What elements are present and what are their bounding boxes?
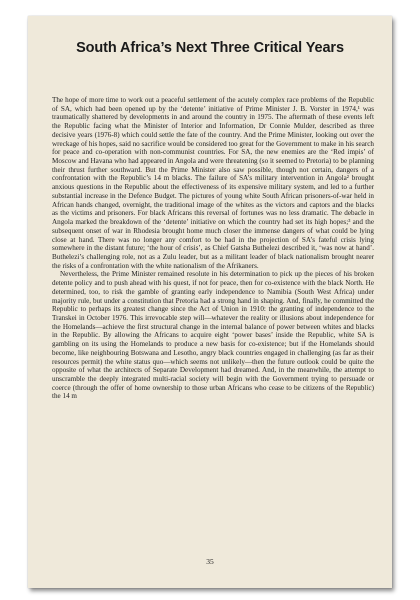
- paragraph: The hope of more time to work out a peaceful settlement of the acutely complex race problems of the Republic of SA, which had been opened up by the ‘detente’ initiative of Prime Minister J. B. Vorster in 1974,¹ was traumatically shattered by developments in and around the country in 1975. The aftermath of these events left the Republic facing what the Minister of Interior and Information, Dr Connie Mulder, described as three decisive years (1976-8) which could settle the fate of the country. And the Prime Minister, looking out over the wreckage of his hopes, said no sacrifice would be considered too great for the Government to make in his search for peace and co-operation with non-communist countries. For SA, the new enemies are the ‘Red impis’ of Moscow and Havana who had appeared in Angola and were threatening (so it seemed to Pretoria) to be planning their thrust further southward. But the Prime Minister also saw possible, though not certain, dangers of a confrontation with the Republic’s 14 m blacks. The failure of SA’s military intervention in Angola² brought anxious questions in the Republic about the effectiveness of its expensive military system, and led to a further substantial increase in the Defence Budget. The pictures of young white South African prisoners-of-war held in African hands changed, overnight, the traditional image of the whites as the victors and captors and the blacks as the victims and prisoners. For black Africans this reversal of fortunes was no less dramatic. The debacle in Angola marked the breakdown of the ‘detente’ initiative on which the country had set its high hopes;³ and the subsequent onset of war in Rhodesia brought home much closer the immense dangers of what could be lying close at hand. There was no longer any comfort to be had in the projection of SA’s fateful crisis lying somewhere in the distant future; ‘the hour of crisis’, as Chief Gatsha Buthelezi described it, ‘was now at hand’. Buthelezi’s challenging role, not as a Zulu leader, but as a militant leader of black nationalism brought nearer the risks of a confrontation with the white nationalism of the Afrikaners.: [52, 96, 374, 270]
- document-page: [28, 16, 392, 588]
- page-number: 35: [206, 557, 214, 566]
- article-body: [52, 96, 374, 401]
- paragraph: Nevertheless, the Prime Minister remained resolute in his determination to pick up the pieces of his broken detente policy and to push ahead with his quest, if not for peace, then for co-existence with the black North. He determined, too, to risk the gamble of granting early independence to Namibia (South West Africa) under majority rule, but under a constitution that Pretoria had a strong hand in shaping. And, finally, he committed the Republic to perhaps its greatest change since the Act of Union in 1910: the granting of independence to the Transkei in October 1976. This irrevocable step will—whatever the reality or illusions about independence for the Homelands—achieve the first structural change in the internal balance of power between whites and blacks in the Republic. By allowing the Africans to acquire eight ‘power bases’ inside the Republic, white SA is gambling on its using the Homelands to produce a new basis for co-existence; but if the Homelands should become, like neighbouring Botswana and Lesotho, angry black countries engaged in challenging (as far as their resources permit) the white status quo—which seems not unlikely—then the future outlook could be quite the opposite of what the architects of Separate Development had dreamed. And, in the meanwhile, the attempt to unscramble the deeply integrated multi-racial society will begin with the Government trying to persuade or coerce (through the offer of home ownership to those urban Africans who cease to be citizens of the Republic) the 14 m: [52, 270, 374, 401]
- page-title: South Africa’s Next Three Critical Years: [76, 40, 344, 56]
